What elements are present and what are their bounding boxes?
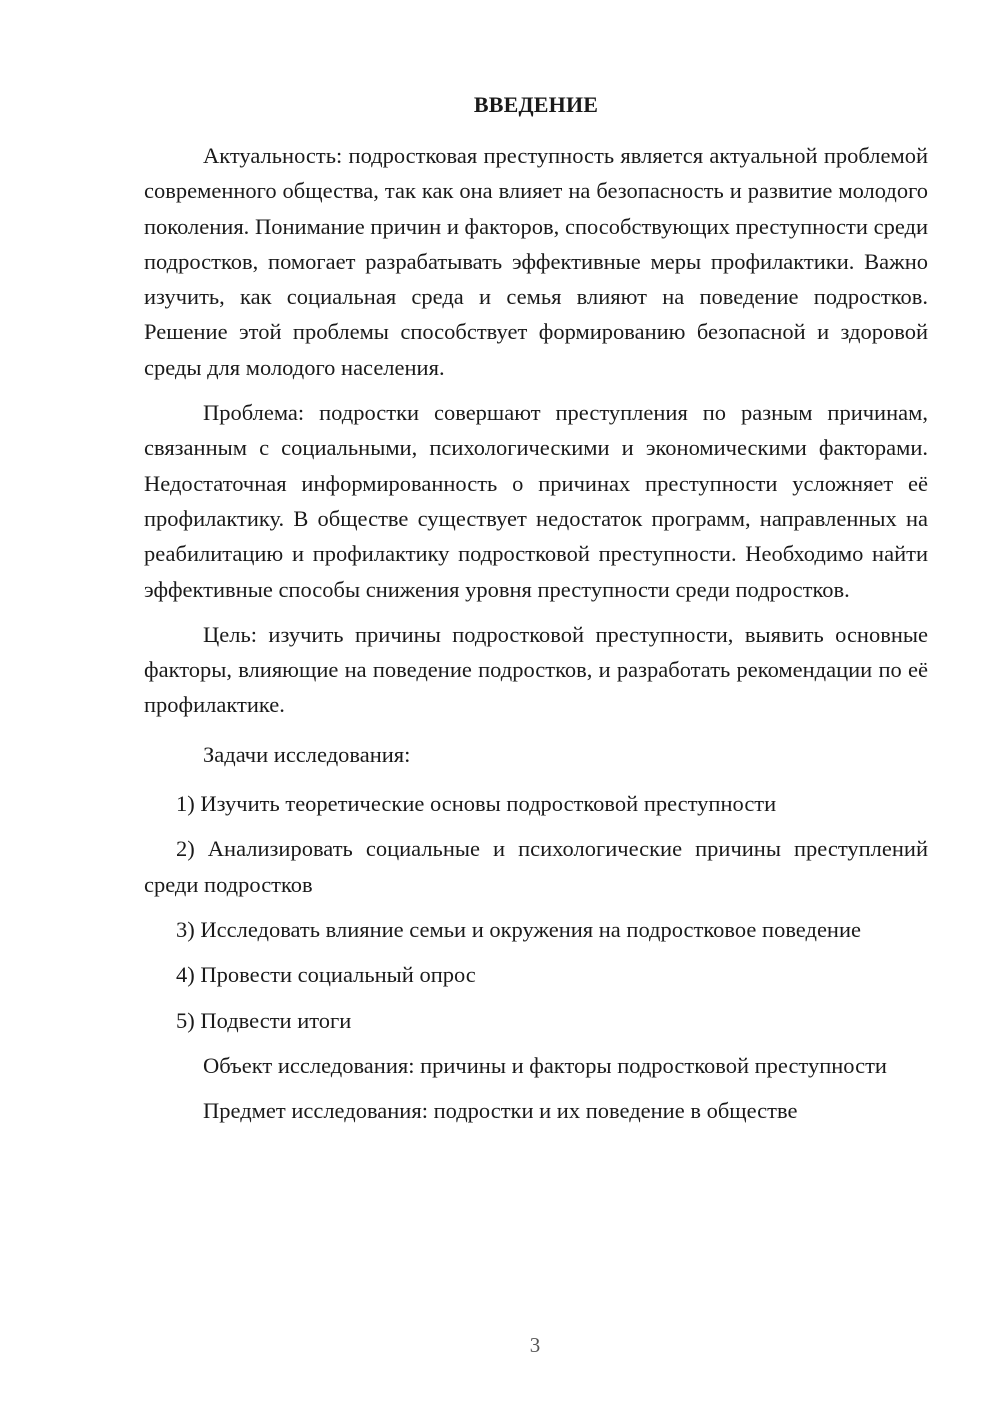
paragraph-relevance: Актуальность: подростковая преступность является актуальной проблемой современного общества, так как она влияет на безопасность и развитие молодого поколения. Понимание причин и факторов, способствующих преступности среди подростков, помогает разрабатывать эффективные меры профилактики. Важно изучить, как социальная среда и семья влияют на поведение подростков. Решение этой проблемы способствует формированию безопасной и здоровой среды для молодого населения.	[144, 143, 928, 380]
task-item-4: 4) Провести социальный опрос	[176, 962, 476, 988]
task-item-2: 2) Анализировать социальные и психологические причины преступлений среди подростков	[144, 836, 928, 897]
task-item-1: 1) Изучить теоретические основы подростковой преступности	[176, 791, 777, 817]
document-page	[144, 92, 928, 1138]
tasks-heading: Задачи исследования:	[203, 741, 411, 767]
paragraph-subject: Предмет исследования: подростки и их поведение в обществе	[203, 1098, 798, 1124]
task-item-3: 3) Исследовать влияние семьи и окружения на подростковое поведение	[176, 916, 861, 942]
page-number: 3	[529, 1333, 541, 1357]
task-item-5: 5) Подвести итоги	[176, 1007, 352, 1033]
paragraph-object: Объект исследования: причины и факторы подростковой преступности	[203, 1052, 887, 1078]
page-title: ВВЕДЕНИЕ	[473, 92, 599, 117]
paragraph-problem: Проблема: подростки совершают преступления по разным причинам, связанным с социальными, психологическими и экономическими факторами. Недостаточная информированность о причинах преступности усложняет её профилактику. В обществе существует недостаток программ, направленных на реабилитацию и профилактику подростковой преступности. Необходимо найти эффективные способы снижения уровня преступности среди подростков.	[144, 400, 928, 602]
paragraph-goal: Цель: изучить причины подростковой преступности, выявить основные факторы, влияющие на поведение подростков, и разработать рекомендации по её профилактике.	[144, 621, 928, 718]
